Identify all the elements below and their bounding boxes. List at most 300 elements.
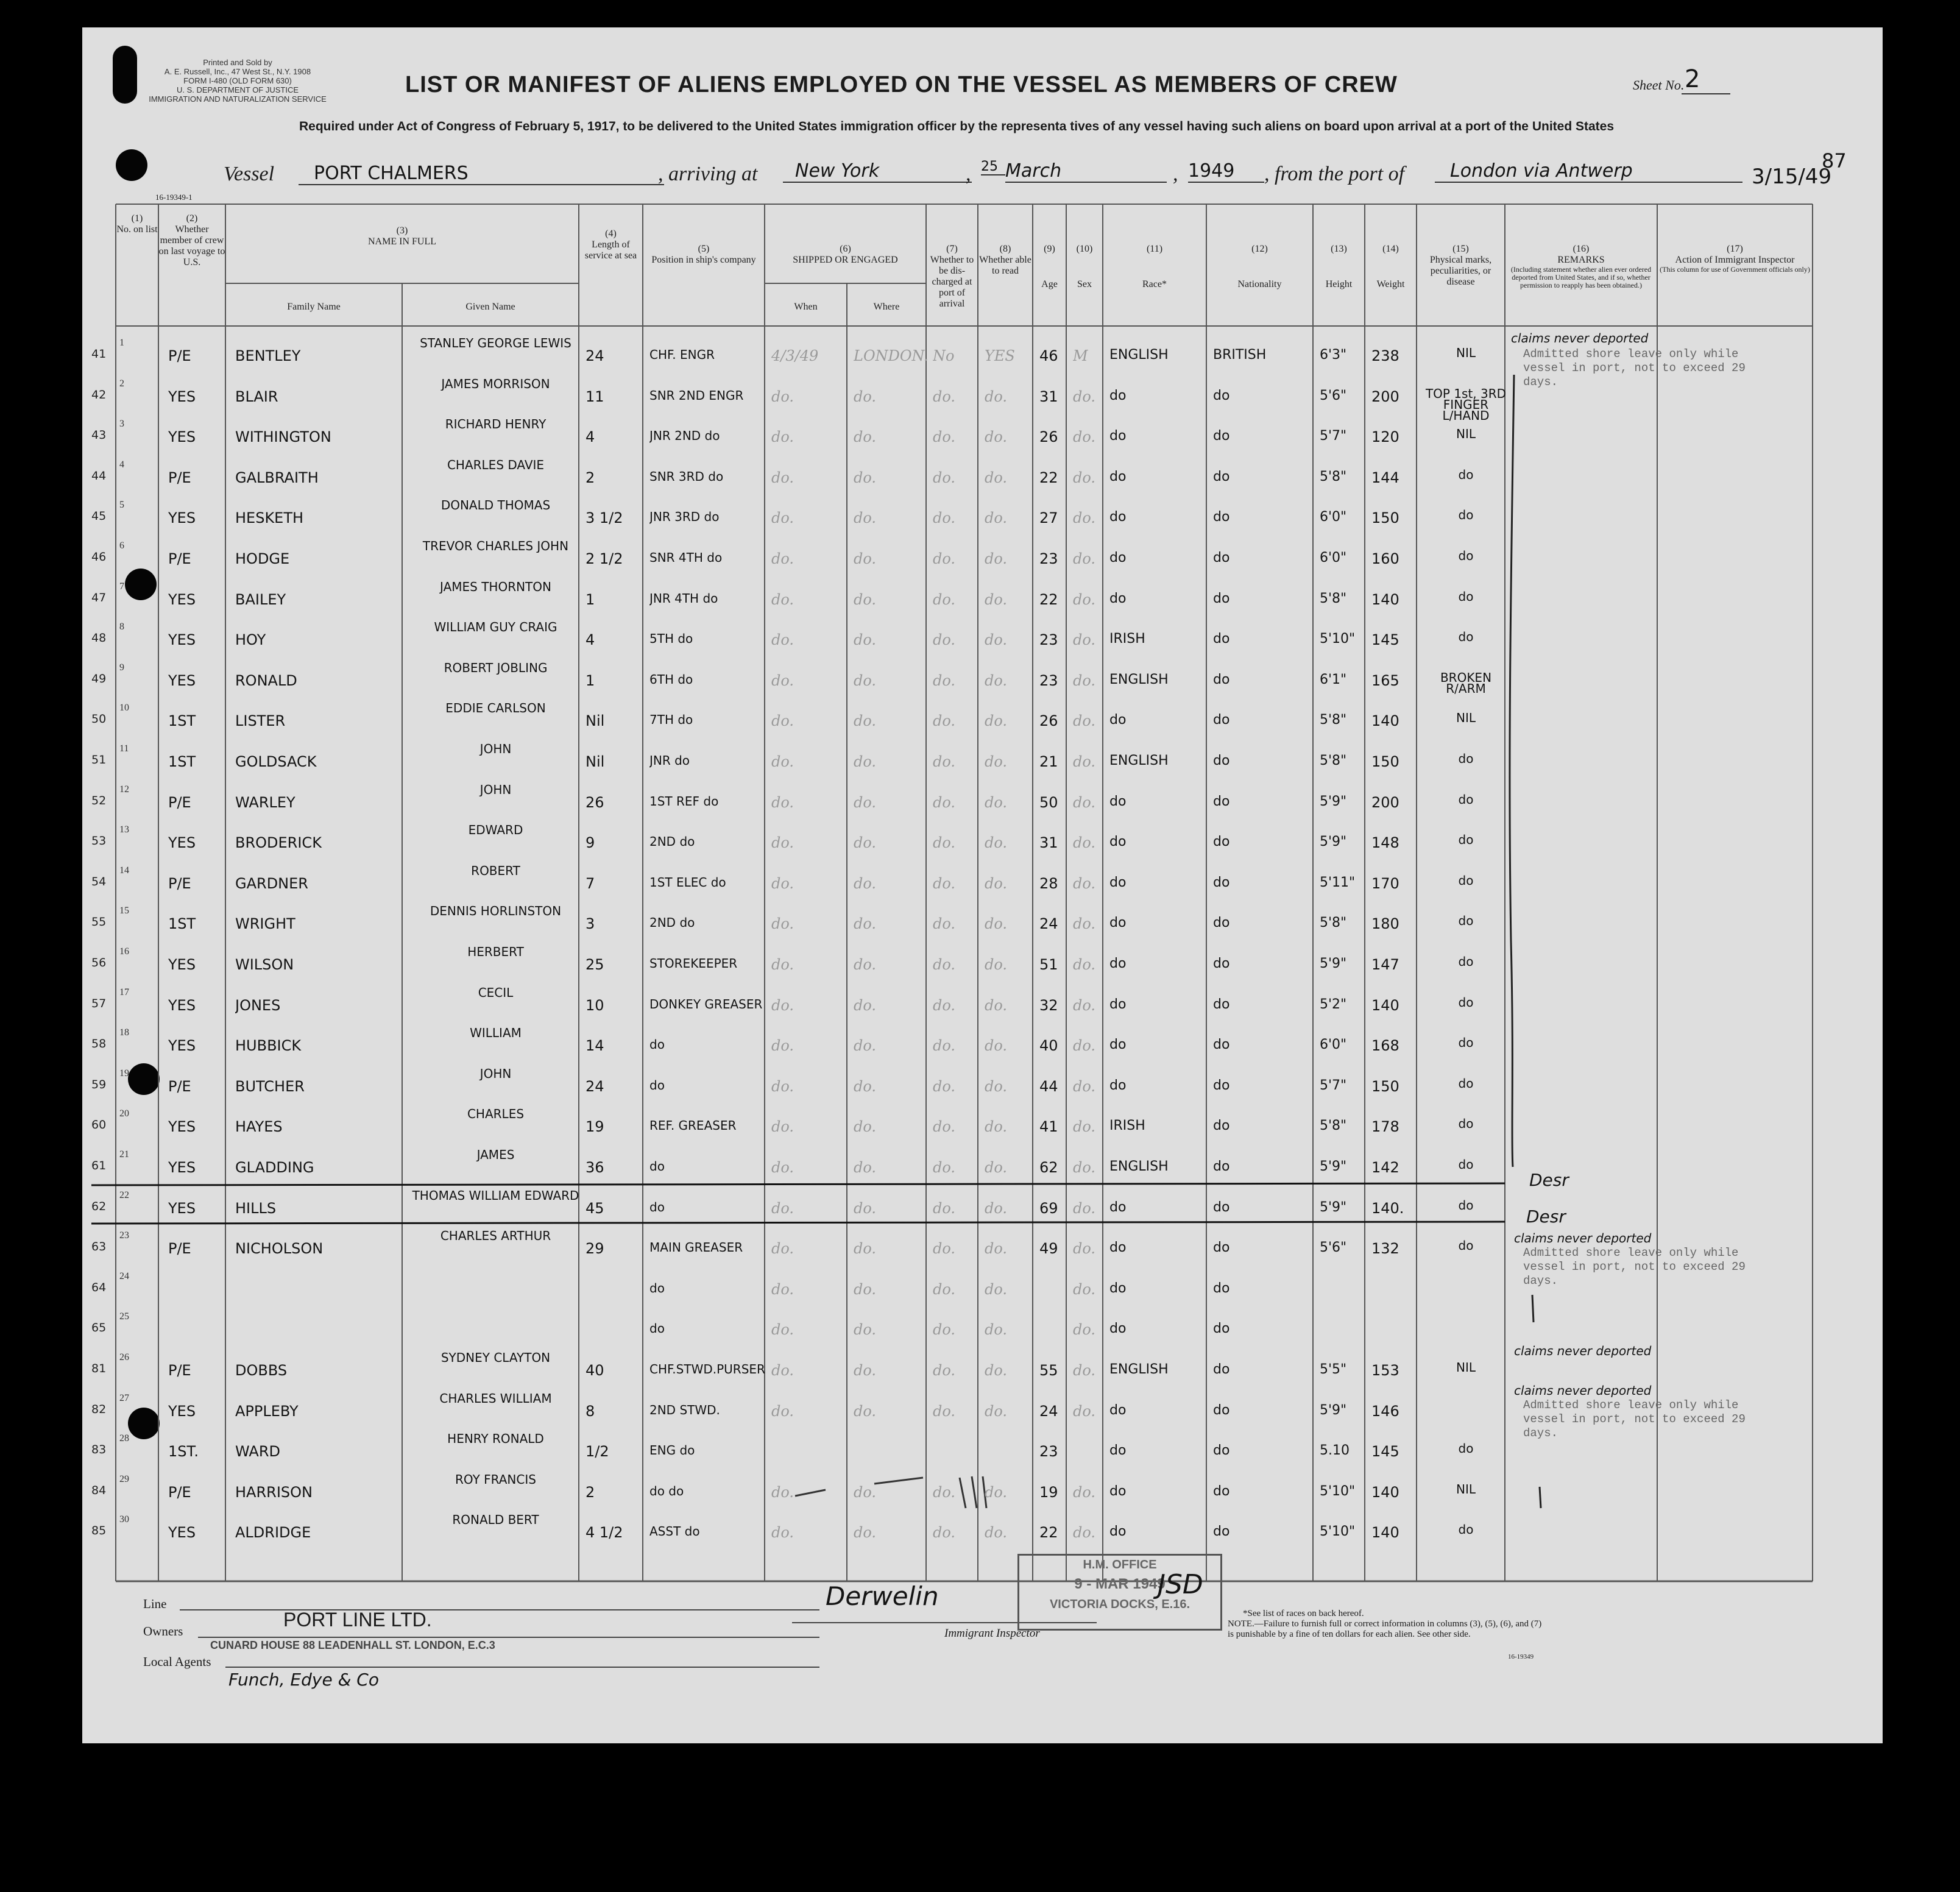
cell-sex: do. [1073, 712, 1096, 730]
col-header-3a: Family Name [287, 302, 341, 312]
cell-nationality: do [1213, 388, 1230, 403]
cell-prev: YES [168, 1037, 196, 1055]
col-num: (9) [1044, 244, 1055, 254]
cell-prev: YES [168, 428, 196, 446]
cell-prev: P/E [168, 550, 191, 567]
cell-weight: 153 [1371, 1362, 1399, 1379]
col-header-10 [1066, 244, 1103, 290]
cell-position: do [649, 1280, 665, 1295]
cell-family: WITHINGTON [235, 428, 331, 446]
cell-nationality: do [1213, 956, 1230, 971]
cell-where: do. [854, 834, 877, 852]
cell-read: do. [985, 956, 1008, 973]
col-header-13 [1313, 244, 1365, 290]
cell-marks: TOP 1st, 3RD FINGER L/HAND [1425, 388, 1507, 421]
stamp-line: VICTORIA DOCKS, E.16. [1049, 1598, 1191, 1611]
cell-service: 1 [586, 590, 595, 608]
cell-read: do. [985, 915, 1008, 933]
cell-position: SNR 3RD do [649, 469, 724, 484]
cell-service: 7 [586, 874, 595, 892]
cell-race: ENGLISH [1109, 671, 1169, 687]
cell-nationality: do [1213, 1483, 1230, 1499]
cell-service: 8 [586, 1402, 595, 1420]
cell-service: 4 1/2 [586, 1524, 623, 1542]
cell-family: WARLEY [235, 793, 295, 811]
col-label: Height [1325, 279, 1353, 289]
cell-service: 4 [586, 631, 595, 649]
cell-marks: NIL [1456, 1483, 1476, 1495]
cell-margin: 64 [91, 1280, 107, 1294]
cell-margin: 43 [91, 428, 107, 442]
cell-nationality: do [1213, 834, 1230, 850]
cell-where: do. [854, 550, 877, 567]
cell-weight: 140 [1371, 996, 1399, 1014]
cell-prev: 1ST. [168, 1443, 199, 1461]
cell-family: BENTLEY [235, 347, 301, 364]
cell-service: 14 [586, 1037, 604, 1055]
cell-where: do. [854, 1524, 877, 1542]
cell-read: do. [985, 996, 1008, 1014]
cell-given: TREVOR CHARLES JOHN [422, 539, 569, 553]
cell-discharged: do. [933, 388, 956, 405]
cell-weight: 132 [1371, 1240, 1399, 1258]
cell-position: STOREKEEPER [649, 956, 738, 971]
cell-service: 40 [586, 1362, 604, 1379]
cell-read: do. [985, 753, 1008, 770]
cell-when: do. [771, 834, 794, 852]
cell-sex: do. [1073, 428, 1096, 446]
col-num: (11) [1146, 244, 1163, 254]
cell-height: 6'1" [1320, 671, 1347, 687]
cell-when: do. [771, 388, 794, 405]
cell-position: 2ND do [649, 915, 695, 930]
cell-weight: 180 [1371, 915, 1399, 933]
cell-marks: do [1458, 1077, 1474, 1089]
cell-given: ROBERT [471, 863, 520, 877]
cell-prev: YES [168, 1524, 196, 1542]
cell-service: 24 [586, 347, 604, 364]
cell-when: do. [771, 1280, 794, 1298]
remark-handwritten: claims never deported [1511, 331, 1649, 345]
cell-race: ENGLISH [1109, 753, 1169, 768]
cell-family: BLAIR [235, 388, 278, 405]
cell-given: EDDIE CARLSON [445, 701, 546, 715]
cell-marks: do [1458, 1240, 1474, 1252]
cell-nationality: do [1213, 1362, 1230, 1377]
cell-race: do [1109, 1037, 1127, 1053]
cell-marks: BROKEN R/ARM [1440, 671, 1492, 694]
remark-handwritten: claims never deported [1514, 1344, 1652, 1358]
cell-age: 27 [1039, 509, 1058, 527]
agents-value: Funch, Edye & Co [228, 1670, 379, 1690]
col-num: (15) [1452, 244, 1469, 254]
cell-service: 10 [586, 996, 604, 1014]
cell-race: do [1109, 469, 1127, 484]
cell-position: 1ST ELEC do [649, 874, 726, 890]
cell-position: JNR 2ND do [649, 428, 720, 444]
cell-read: do. [985, 1321, 1008, 1339]
cell-discharged: do. [933, 469, 956, 486]
arrival-month: March [1005, 160, 1167, 183]
cell-where: do. [854, 996, 877, 1014]
cell-age: 22 [1039, 469, 1058, 486]
cell-read: do. [985, 1037, 1008, 1055]
cell-service: 11 [586, 388, 604, 405]
cell-position: JNR do [649, 753, 690, 768]
cell-prev: YES [168, 631, 196, 649]
cell-discharged: do. [933, 550, 956, 567]
cell-when: do. [771, 793, 794, 811]
cell-marks: do [1458, 631, 1474, 643]
cell-margin: 63 [91, 1240, 107, 1254]
cell-when: do. [771, 956, 794, 973]
cell-prev: YES [168, 834, 196, 852]
cell-position: SNR 2ND ENGR [649, 388, 744, 403]
cell-no: 7 [119, 581, 124, 592]
cell-service: 1/2 [586, 1443, 609, 1461]
cell-no: 1 [119, 338, 124, 348]
cell-family: BRODERICK [235, 834, 322, 852]
cell-where: do. [854, 1077, 877, 1095]
cell-where: do. [854, 1159, 877, 1176]
arriving-label: , arriving at [658, 163, 758, 185]
cell-age: 23 [1039, 671, 1058, 689]
cell-service: 3 [586, 915, 595, 933]
cell-sex: do. [1073, 1524, 1096, 1542]
cell-race: do [1109, 1321, 1127, 1337]
cell-no: 14 [119, 865, 129, 876]
cell-given: RICHARD HENRY [445, 417, 547, 431]
cell-age: 51 [1039, 956, 1058, 973]
col-label: NAME IN FULL [368, 236, 436, 247]
owners-underline [198, 1637, 819, 1638]
cell-race: do [1109, 1077, 1127, 1093]
cell-sex: do. [1073, 1037, 1096, 1055]
col-num: (17) [1727, 244, 1743, 254]
cell-family: HAYES [235, 1118, 283, 1136]
stamp-line: H.M. OFFICE [1083, 1558, 1157, 1571]
cell-sex: do. [1073, 1321, 1096, 1339]
cell-read: do. [985, 1240, 1008, 1258]
cell-marks: NIL [1456, 428, 1476, 440]
remark-handwritten: Desr [1529, 1170, 1569, 1190]
cell-age: 22 [1039, 1524, 1058, 1542]
cell-weight: 148 [1371, 834, 1399, 852]
col-label: REMARKS [1557, 255, 1605, 265]
col-label: Action of Immigrant Inspector [1675, 255, 1795, 265]
cell-no: 23 [119, 1230, 129, 1241]
cell-height: 5'10" [1320, 1524, 1356, 1540]
cell-read: do. [985, 631, 1008, 649]
col-header-6a: When [794, 302, 818, 312]
cell-age: 50 [1039, 793, 1058, 811]
cell-margin: 46 [91, 550, 107, 564]
cell-age: 62 [1039, 1159, 1058, 1176]
cell-weight: 178 [1371, 1118, 1399, 1136]
cell-read: do. [985, 1280, 1008, 1298]
col-header-3 [225, 225, 579, 247]
cell-margin: 51 [91, 753, 107, 767]
cell-margin: 52 [91, 793, 107, 807]
remark-typed: Admitted shore leave only while vessel in port, not to exceed 29 days. [1523, 1398, 1746, 1440]
cell-prev: 1ST [168, 753, 196, 770]
cell-race: do [1109, 1402, 1127, 1418]
cell-prev: YES [168, 1199, 196, 1217]
col-label: SHIPPED OR ENGAGED [793, 255, 898, 265]
cell-family: DOBBS [235, 1362, 288, 1379]
cell-prev: YES [168, 1118, 196, 1136]
cell-nationality: do [1213, 996, 1230, 1012]
cell-position: do [649, 1199, 665, 1214]
cell-read: do. [985, 1077, 1008, 1095]
cell-weight: 147 [1371, 956, 1399, 973]
cell-prev: YES [168, 590, 196, 608]
cell-no: 24 [119, 1270, 129, 1281]
cell-age: 26 [1039, 712, 1058, 730]
cell-when: do. [771, 1483, 794, 1501]
cell-position: do [649, 1037, 665, 1052]
cell-age: 40 [1039, 1037, 1058, 1055]
cell-race: ENGLISH [1109, 1362, 1169, 1377]
cell-read: do. [985, 428, 1008, 446]
cell-where: do. [854, 1483, 877, 1501]
cell-sex: do. [1073, 956, 1096, 973]
cell-where: do. [854, 793, 877, 811]
col-header-12 [1206, 244, 1313, 290]
cell-discharged: do. [933, 1402, 956, 1420]
cell-where: do. [854, 712, 877, 730]
cell-read: do. [985, 550, 1008, 567]
cell-sex: M [1073, 347, 1088, 364]
cell-when: do. [771, 631, 794, 649]
cell-position: CHF. ENGR [649, 347, 715, 362]
cell-position: DONKEY GREASER [649, 996, 763, 1012]
cell-given: WILLIAM GUY CRAIG [434, 620, 557, 634]
cell-marks: do [1458, 1159, 1474, 1170]
cell-prev: YES [168, 509, 196, 527]
remark-typed: Admitted shore leave only while vessel in port, not to exceed 29 days. [1523, 347, 1746, 389]
col-num: (14) [1382, 244, 1399, 254]
cell-race: do [1109, 712, 1127, 728]
col-header-7 [926, 244, 978, 310]
cell-read: do. [985, 1402, 1008, 1420]
form-code: 16-19349-1 [155, 193, 193, 202]
cell-position: JNR 4TH do [649, 590, 718, 606]
cell-discharged: do. [933, 1037, 956, 1055]
cell-margin: 85 [91, 1524, 107, 1538]
cell-when: do. [771, 1402, 794, 1420]
cell-service: 25 [586, 956, 604, 973]
cell-weight: 238 [1371, 347, 1399, 364]
cell-sex: do. [1073, 1483, 1096, 1501]
cell-height: 5'10" [1320, 1483, 1356, 1499]
cell-margin: 50 [91, 712, 107, 726]
cell-no: 4 [119, 459, 124, 470]
cell-service: 2 1/2 [586, 550, 623, 567]
cell-no: 8 [119, 622, 124, 632]
cell-family: HODGE [235, 550, 290, 567]
cell-no: 27 [119, 1392, 129, 1403]
cell-read: do. [985, 712, 1008, 730]
cell-margin: 84 [91, 1483, 107, 1497]
cell-service: 2 [586, 1483, 595, 1501]
cell-age: 26 [1039, 428, 1058, 446]
cell-when: do. [771, 1199, 794, 1217]
cell-marks: do [1458, 1118, 1474, 1130]
cell-race: do [1109, 1240, 1127, 1256]
cell-marks: do [1458, 996, 1474, 1008]
cell-no: 6 [119, 540, 124, 551]
printer-line: IMMIGRATION AND NATURALIZATION SERVICE [149, 94, 327, 104]
cell-read: do. [985, 834, 1008, 852]
cell-nationality: do [1213, 671, 1230, 687]
cell-when: do. [771, 1321, 794, 1339]
cell-weight: 145 [1371, 631, 1399, 649]
col-num: (2) [186, 213, 198, 224]
cell-family: GOLDSACK [235, 753, 317, 770]
cell-race: do [1109, 834, 1127, 850]
cell-age: 46 [1039, 347, 1058, 364]
cell-race: do [1109, 956, 1127, 971]
cell-age: 31 [1039, 834, 1058, 852]
cell-nationality: do [1213, 631, 1230, 647]
cell-weight: 144 [1371, 469, 1399, 486]
cell-race: do [1109, 1199, 1127, 1215]
cell-nationality: do [1213, 793, 1230, 809]
col-header-16 [1505, 244, 1657, 289]
col-header-1 [116, 213, 158, 235]
cell-no: 17 [119, 987, 129, 997]
cell-read: do. [985, 469, 1008, 486]
cell-height: 5'8" [1320, 469, 1347, 484]
cell-discharged: do. [933, 1524, 956, 1542]
cell-when: do. [771, 509, 794, 527]
cell-margin: 49 [91, 671, 107, 686]
cell-family: BAILEY [235, 590, 286, 608]
cell-nationality: do [1213, 1402, 1230, 1418]
cell-where: do. [854, 1321, 877, 1339]
cell-discharged: do. [933, 1118, 956, 1136]
cell-where: do. [854, 428, 877, 446]
cell-height: 5'10" [1320, 631, 1356, 647]
vessel-label: Vessel [224, 163, 275, 185]
cell-service: 24 [586, 1077, 604, 1095]
cell-margin: 57 [91, 996, 107, 1010]
cell-race: do [1109, 550, 1127, 565]
cell-weight: 160 [1371, 550, 1399, 567]
cell-marks: NIL [1456, 1362, 1476, 1373]
cell-no: 2 [119, 378, 124, 389]
cell-discharged: do. [933, 428, 956, 446]
cell-where: do. [854, 1362, 877, 1379]
cell-margin: 59 [91, 1077, 107, 1091]
cell-marks: do [1458, 874, 1474, 886]
cell-family: HILLS [235, 1199, 277, 1217]
cell-family: HARRISON [235, 1483, 313, 1501]
col-label: Whether member of crew on last voyage to U.S. [158, 224, 225, 268]
cell-when: do. [771, 1362, 794, 1379]
remark-typed: Admitted shore leave only while vessel in port, not to exceed 29 days. [1523, 1246, 1746, 1288]
cell-discharged: do. [933, 1159, 956, 1176]
col-header-17 [1657, 244, 1813, 274]
cell-read: do. [985, 388, 1008, 405]
page-title: LIST OR MANIFEST OF ALIENS EMPLOYED ON THE VESSEL AS MEMBERS OF CREW [405, 72, 1398, 97]
cell-age: 55 [1039, 1362, 1058, 1379]
cell-height: 5'5" [1320, 1362, 1347, 1377]
cell-age: 22 [1039, 590, 1058, 608]
cell-sex: do. [1073, 509, 1096, 527]
cell-prev: P/E [168, 874, 191, 892]
cell-margin: 60 [91, 1118, 107, 1132]
cell-prev: YES [168, 956, 196, 973]
printer-line: U. S. DEPARTMENT OF JUSTICE [176, 85, 299, 94]
cell-prev: P/E [168, 1362, 191, 1379]
cell-nationality: do [1213, 874, 1230, 890]
cell-height: 5'9" [1320, 793, 1347, 809]
cell-margin: 55 [91, 915, 107, 929]
cell-nationality: do [1213, 1321, 1230, 1337]
cell-position: do [649, 1159, 665, 1174]
cell-when: do. [771, 996, 794, 1014]
cell-nationality: do [1213, 590, 1230, 606]
cell-sex: do. [1073, 590, 1096, 608]
cell-discharged: do. [933, 1483, 956, 1501]
cell-weight: 145 [1371, 1443, 1399, 1461]
cell-no: 20 [119, 1108, 129, 1119]
cell-sex: do. [1073, 834, 1096, 852]
cell-where: do. [854, 590, 877, 608]
cell-discharged: do. [933, 996, 956, 1014]
cell-no: 22 [119, 1189, 129, 1200]
cell-when: do. [771, 874, 794, 892]
cell-when: 4/3/49 [771, 347, 819, 364]
col-header-6b: Where [873, 302, 900, 312]
cell-weight: 120 [1371, 428, 1399, 446]
cell-discharged: No [933, 347, 955, 364]
cell-age: 23 [1039, 550, 1058, 567]
cell-given: DONALD THOMAS [440, 498, 551, 512]
cell-where: do. [854, 1240, 877, 1258]
cell-given: ROY FRANCIS [455, 1472, 536, 1486]
cell-weight: 168 [1371, 1037, 1399, 1055]
cell-age: 23 [1039, 1443, 1058, 1461]
footer-note: NOTE.—Failure to furnish full or correct information in columns (3), (5), (6), and (7) is punishable by a fine of ten dollars for each alien. See other side. [1228, 1619, 1542, 1639]
cell-discharged: do. [933, 509, 956, 527]
cell-sex: do. [1073, 793, 1096, 811]
cell-height: 5'11" [1320, 874, 1356, 890]
cell-marks: do [1458, 1443, 1474, 1454]
cell-given: JOHN [479, 1066, 512, 1080]
cell-nationality: do [1213, 509, 1230, 525]
cell-discharged: do. [933, 1240, 956, 1258]
cell-service: 3 1/2 [586, 509, 623, 527]
cell-height: 5'6" [1320, 388, 1347, 403]
cell-race: do [1109, 590, 1127, 606]
cell-position: MAIN GREASER [649, 1240, 743, 1255]
cell-when: do. [771, 550, 794, 567]
cell-weight: 150 [1371, 1077, 1399, 1095]
cell-height: 5'8" [1320, 915, 1347, 931]
col-label: Length of service at sea [584, 239, 637, 261]
cell-height: 5'9" [1320, 1402, 1347, 1418]
col-header-15 [1417, 244, 1505, 288]
cell-given: ROBERT JOBLING [444, 661, 548, 675]
cell-given: JOHN [479, 782, 512, 796]
col-header-2 [158, 213, 225, 268]
cell-nationality: do [1213, 1240, 1230, 1256]
cell-given: HERBERT [467, 945, 524, 958]
cell-family: WILSON [235, 956, 294, 973]
